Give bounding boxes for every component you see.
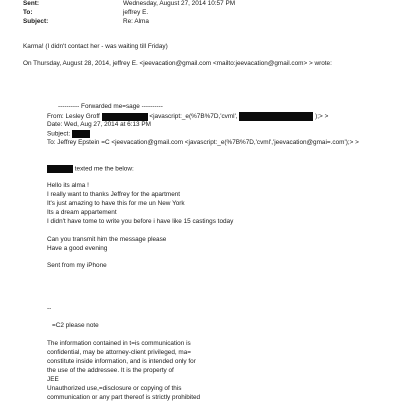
from-name: From: Lesley Groff xyxy=(47,113,100,121)
confidentiality-line: confidential, may be attorney-client privileged, ma= xyxy=(47,349,192,356)
reply-body: Karma! (I didn't contact her - was waiting till Friday) xyxy=(23,43,168,50)
confidentiality-line: The information contained in t=is communication is xyxy=(47,340,191,347)
from-link-suffix: );> > xyxy=(315,113,329,121)
forwarded-from xyxy=(47,112,328,121)
forwarded-subject xyxy=(47,130,90,138)
confidentiality-line: constitute inside information, and is intended only for xyxy=(47,358,196,365)
to-value: jeffrey E. xyxy=(123,9,149,16)
message-line: I didn't have tome to write you before i have like 15 castings today xyxy=(47,218,234,225)
confidentiality-line: the use of the addressee. It is the property of xyxy=(47,367,174,374)
redaction-box xyxy=(102,113,148,121)
forwarded-subject-label: Subject: xyxy=(47,130,71,138)
texted-text: texted me the below: xyxy=(74,165,134,173)
redaction-box xyxy=(239,112,313,121)
redaction-box xyxy=(72,130,90,138)
forwarded-to: To: Jeffrey Epstein =C <jeevacation@gmail.com <javascript:_e(%7B%7D,'cvml','jeevacation@gmai=.com');> > xyxy=(47,139,359,146)
subject-label: Subject: xyxy=(23,18,49,25)
please-note: =C2 please note xyxy=(52,322,99,329)
message-line: It's just amazing to have this for me un New York xyxy=(47,200,185,207)
confidentiality-line: Unauthorized use,=disclosure or copying of this xyxy=(47,385,182,392)
to-label: To: xyxy=(23,9,33,16)
message-line: Its a dream appartement xyxy=(47,209,117,216)
subject-value: Re: Alma xyxy=(123,18,149,25)
sent-label: Sent: xyxy=(23,0,39,7)
message-line: Can you transmit him the message please xyxy=(47,236,167,243)
message-line: I really want to thanks Jeffrey for the apartment xyxy=(47,191,181,198)
from-link-prefix: <javascript:_e(%7B%7D,'cvml', xyxy=(149,113,238,121)
message-line: Have a good evening xyxy=(47,245,108,252)
redaction-box xyxy=(47,165,73,173)
confidentiality-line: communication or any part thereof is strictly prohibited xyxy=(47,394,201,401)
message-line: Hello its alma ! xyxy=(47,182,89,189)
texted-line xyxy=(47,165,134,173)
quote-intro: On Thursday, August 28, 2014, jeffrey E. <jeevacation@gmail.com <mailto:jeevacation@gmail.com> > wrote: xyxy=(23,60,332,67)
sent-value: Wednesday, August 27, 2014 10:57 PM xyxy=(123,0,236,7)
forwarded-divider: ---------- Forwarded me=sage ---------- xyxy=(58,103,163,110)
forwarded-date: Date: Wed, Aug 27, 2014 at 6:13 PM xyxy=(47,121,151,128)
confidentiality-line: JEE xyxy=(47,376,59,383)
message-line: Sent from my iPhone xyxy=(47,262,107,269)
signature-dashes: -- xyxy=(47,305,52,312)
